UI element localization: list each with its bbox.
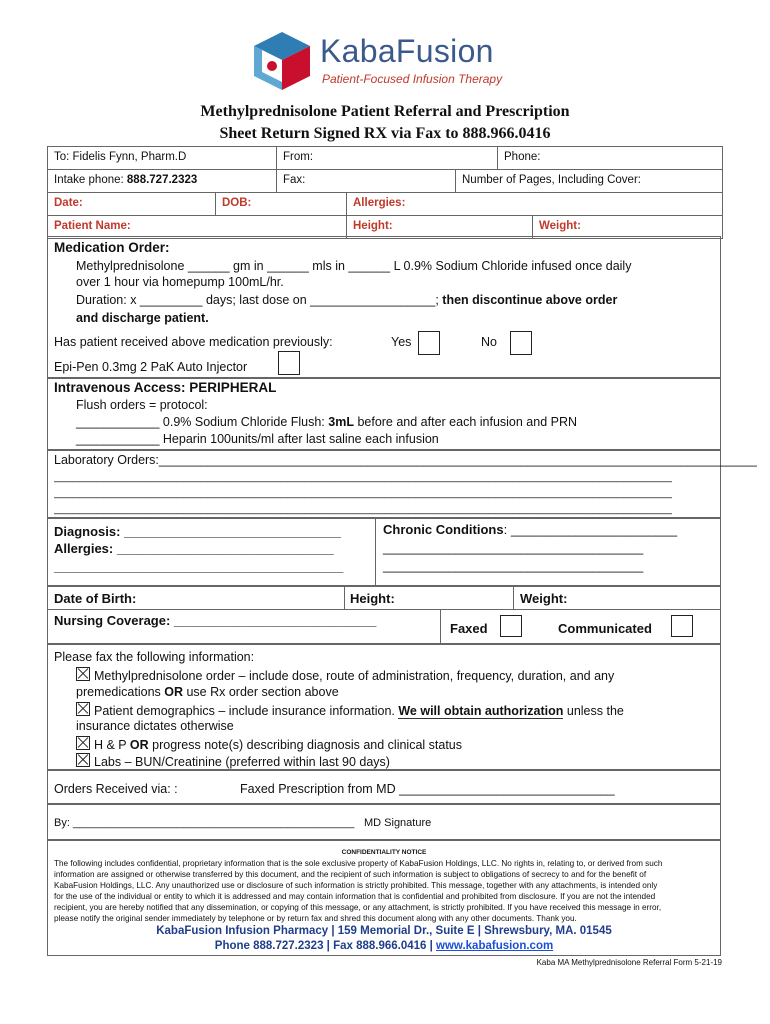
confidentiality-heading: CONFIDENTIALITY NOTICE [341, 849, 427, 856]
saline-flush [76, 415, 577, 429]
footer-address: KabaFusion Infusion Pharmacy | 159 Memorial Dr., Suite E | Shrewsbury, MA. 01545 [156, 925, 612, 937]
medication-line-2: over 1 hour via homepump 100mL/hr. [76, 275, 284, 289]
patient-header-grid [47, 146, 723, 239]
conf-line-5: recipient, you are hereby notified that any dissemination, or copying of this message, or any attachment, is strictly prohibited. If you have received this message in error, [54, 903, 662, 912]
conf-line-3: KabaFusion Holdings, LLC. Any unauthorized use or disclosure of such information is strictly prohibited. This message, together with any attachments, is intended only [54, 881, 658, 890]
checked-box-icon[interactable] [76, 702, 90, 716]
brand-name: KabaFusion [320, 33, 494, 69]
lab-line-2[interactable]: _____________________________________________________________________________________________________ [54, 471, 672, 483]
diagnosis-section [47, 518, 721, 586]
communicated-checkbox[interactable] [671, 615, 693, 637]
saline-timing: before and after each infusion and PRN [353, 415, 578, 429]
dob-field[interactable]: DOB: [216, 193, 347, 215]
vitals-divider-2 [513, 587, 514, 609]
form-id: Kaba MA Methylprednisolone Referral Form 5-21-19 [536, 958, 722, 967]
faxed-checkbox[interactable] [500, 615, 522, 637]
signature-section [47, 804, 721, 840]
vitals-divider-1 [344, 587, 345, 609]
no-label: No [481, 335, 497, 349]
medication-heading: Medication Order: [54, 240, 170, 255]
orders-received: Orders Received via: : [54, 782, 178, 796]
confidentiality-section [47, 840, 721, 956]
chronic-label: Chronic Conditions [383, 522, 504, 537]
phone-field[interactable]: Phone: [504, 151, 541, 163]
fax-item-3-or: OR [129, 738, 149, 752]
brand-tagline: Patient-Focused Infusion Therapy [322, 72, 503, 86]
kabafusion-logo [248, 30, 508, 92]
intake-label: Intake phone: [54, 174, 127, 186]
faxed-prescription[interactable]: Faxed Prescription from MD _______________________________ [240, 782, 615, 796]
form-subtitle: Sheet Return Signed RX via Fax to 888.966.0416 [219, 125, 551, 142]
fax-item-labs [76, 753, 390, 769]
diagnosis-field[interactable]: Diagnosis: ______________________________ [54, 524, 341, 539]
checked-box-icon[interactable] [76, 736, 90, 750]
iv-access-section [47, 378, 721, 450]
chronic-line-2[interactable]: ____________________________________ [383, 540, 644, 555]
fax-item-1a: Methylprednisolone order – include dose, route of administration, frequency, duration, and any [94, 669, 615, 683]
iv-heading: Intravenous Access: PERIPHERAL [54, 380, 277, 395]
lab-orders[interactable] [54, 453, 757, 467]
form-title: Methylprednisolone Patient Referral and Prescription [200, 103, 570, 120]
website-link[interactable]: www.kabafusion.com [436, 940, 554, 952]
nursing-coverage[interactable]: Nursing Coverage: ____________________________ [54, 613, 377, 628]
footer-phone-fax: Phone 888.727.2323 | Fax 888.966.0416 | [214, 940, 437, 952]
prev-question: Has patient received above medication previously: [54, 335, 333, 349]
yes-checkbox[interactable] [418, 331, 440, 355]
checked-box-icon[interactable] [76, 667, 90, 681]
saline-volume: 3mL [328, 415, 354, 429]
flush-orders: Flush orders = protocol: [76, 398, 208, 412]
fax-item-1b-post: use Rx order section above [183, 685, 339, 699]
heparin-flush: ____________ Heparin 100units/ml after last saline each infusion [76, 432, 439, 446]
by-field[interactable]: By: ______________________________________________ [54, 817, 355, 829]
conf-line-2: information are assigned or otherwise transferred by this document, and the recipient of such information is subject to obligations of secrecy to and for the benefit of [54, 870, 647, 879]
fax-item-medication [76, 667, 614, 683]
fax-field[interactable]: Fax: [277, 170, 456, 192]
fax-item-4: Labs – BUN/Creatinine (preferred within last 90 days) [94, 755, 390, 769]
fax-item-2a-pre: Patient demographics – include insurance information. [94, 704, 399, 718]
chronic-line-3[interactable]: ____________________________________ [383, 558, 644, 573]
fax-item-hp [76, 736, 462, 752]
medication-line-1: Methylprednisolone ______ gm in ______ mls in ______ L 0.9% Sodium Chloride infused once daily [76, 259, 632, 273]
fax-item-insurance: insurance dictates otherwise [76, 719, 234, 733]
vitals-divider-3 [440, 609, 441, 645]
fax-item-3-post: progress note(s) describing diagnosis and clinical status [148, 738, 463, 752]
lab-line-1: ______________________________________________________________________________________ [158, 453, 757, 467]
to-field[interactable]: To: Fidelis Fynn, Pharm.D [48, 147, 277, 169]
fax-info-section [47, 644, 721, 770]
fax-item-2a-post: unless the [563, 704, 624, 718]
md-signature: MD Signature [364, 817, 432, 829]
fax-item-1b-pre: premedications [76, 685, 165, 699]
cube-logo-icon [248, 30, 316, 92]
vitals-weight[interactable]: Weight: [520, 591, 568, 606]
patient-name-field[interactable]: Patient Name: [48, 216, 347, 238]
vitals-height[interactable]: Height: [350, 591, 395, 606]
duration-text: Duration: x _________ days; last dose on __________________; [76, 293, 443, 307]
saline-text: ____________ 0.9% Sodium Chloride Flush: [76, 415, 329, 429]
epipen-label: Epi-Pen 0.3mg 2 PaK Auto Injector [54, 360, 248, 374]
pages-field[interactable]: Number of Pages, Including Cover: [462, 174, 641, 186]
conf-line-1: The following includes confidential, proprietary information that is the sole exclusive property of KabaFusion Holdings, LLC. No rights in, relating to, or derived from such [54, 859, 663, 868]
allergies-field[interactable]: Allergies: [353, 197, 406, 209]
orders-received-section [47, 770, 721, 804]
discharge-text: and discharge patient. [76, 311, 209, 325]
fax-item-2a-bold: We will obtain authorization [398, 704, 564, 718]
intake-number: 888.727.2323 [126, 174, 198, 186]
communicated-label: Communicated [558, 621, 652, 636]
medication-duration [76, 293, 617, 307]
vitals-divider [48, 609, 720, 610]
intake-phone [48, 170, 277, 192]
epipen-checkbox[interactable] [278, 351, 300, 375]
diagnosis-allergies-field[interactable]: Allergies: ______________________________ [54, 541, 334, 556]
lab-label: Laboratory Orders: [54, 453, 159, 467]
discontinue-text: then discontinue above order [442, 293, 618, 307]
lab-line-4[interactable]: _____________________________________________________________________________________________________ [54, 503, 672, 515]
chronic-line: : _______________________ [503, 522, 678, 537]
laboratory-section [47, 450, 757, 518]
fax-item-3-pre: H & P [94, 738, 130, 752]
diagnosis-blank-line[interactable]: ________________________________________ [54, 559, 344, 574]
vitals-section [47, 586, 721, 644]
from-field[interactable]: From: [277, 147, 498, 169]
faxed-label: Faxed [450, 621, 488, 636]
checked-box-icon[interactable] [76, 753, 90, 767]
fax-intro: Please fax the following information: [54, 650, 255, 664]
medication-order-section [47, 236, 721, 378]
fax-item-premed [76, 685, 339, 699]
chronic-conditions-field[interactable] [383, 522, 677, 537]
conf-line-6: please notify the original sender immediately by telephone or by return fax and shred this document along with any other documents. Thank you. [54, 914, 577, 923]
date-field[interactable]: Date: [48, 193, 216, 215]
footer-contact [48, 940, 720, 952]
conf-line-4: for the use of the individual or entity to which it is addressed and may contain information that is confidential and prohibited from disclosure. If you are not the intended [54, 892, 656, 901]
height-field[interactable]: Height: [347, 216, 533, 238]
weight-field[interactable]: Weight: [539, 220, 581, 232]
fax-item-1b-or: OR [164, 685, 183, 699]
divider [375, 519, 376, 587]
fax-item-demographics [76, 702, 624, 718]
vitals-dob[interactable]: Date of Birth: [54, 591, 137, 606]
no-checkbox[interactable] [510, 331, 532, 355]
yes-label: Yes [391, 335, 412, 349]
lab-line-3[interactable]: _____________________________________________________________________________________________________ [54, 487, 672, 499]
